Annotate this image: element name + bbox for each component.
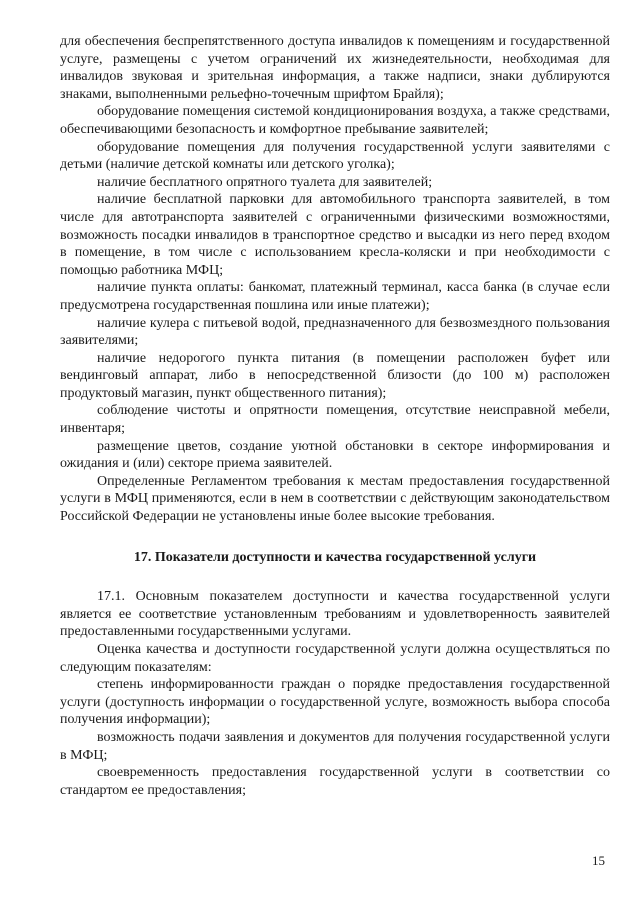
page-number: 15 [592,853,605,868]
section-17-heading: 17. Показатели доступности и качества государственной услуги [133,549,537,565]
paragraph: Оценка качества и доступности государственной услуги должна осуществляться по следующим показателям: [60,642,610,675]
paragraph: 17.1. Основным показателем доступности и качества государственной услуги является ее соответствие установленным требованиям и удовлетворенность заявителей предоставленными государственными услугами. [60,589,610,640]
paragraph: соблюдение чистоты и опрятности помещения, отсутствие неисправной мебели, инвентаря; [60,403,610,437]
section-17-body [60,588,610,799]
paragraph: степень информированности граждан о порядке предоставления государственной услуги (доступность информации о государственной услуге, возможность выбора способа получения информации); [60,677,610,728]
paragraph: возможность подачи заявления и документов для получения государственной услуги в МФЦ; [60,729,610,763]
paragraph: для обеспечения беспрепятственного доступа инвалидов к помещениям и государственной услуге, размещены с учетом ограничений их жизнедеятельности, необходимая для инвалидов звуковая и зрительная информация, а также надписи, знаки дублируются знаками, выполненными рельефно-точечным шрифтом Брайля); [60,34,610,102]
paragraph: оборудование помещения для получения государственной услуги заявителями с детьми (наличие детской комнаты или детского уголка); [60,139,610,173]
paragraph: оборудование помещения системой кондиционирования воздуха, а также средствами, обеспечивающими безопасность и комфортное пребывание заявителей; [60,104,610,137]
document-page [60,33,610,799]
paragraph: наличие бесплатного опрятного туалета для заявителей; [97,174,433,190]
paragraph: наличие недорогого пункта питания (в помещении расположен буфет или вендинговый аппарат, либо в непосредственной близости (до 100 м) расположен продуктовый магазин, пункт общественного питания); [60,350,610,401]
paragraph: размещение цветов, создание уютной обстановки в секторе информирования и ожидания и (или) секторе приема заявителей. [60,438,610,472]
paragraph: Определенные Регламентом требования к местам предоставления государственной услуги в МФЦ применяются, если в нем в соответствии с действующим законодательством Российской Федерации не установлены иные более высокие требования. [60,473,610,525]
paragraph: наличие пункта оплаты: банкомат, платежный терминал, касса банка (в случае если предусмотрена государственная пошлина или иные платежи); [60,280,610,313]
section-16-body [60,33,610,526]
paragraph: своевременность предоставления государственной услуги в соответствии со стандартом ее предоставления; [60,765,610,798]
paragraph: наличие бесплатной парковки для автомобильного транспорта заявителей, в том числе для автотранспорта заявителей с ограниченными физическими возможностями, возможность посадки инвалидов в транспортное средство и высадки из него перед входом в помещение, в том числе с использованием кресла-коляски и при необходимости с помощью работника МФЦ; [60,192,610,278]
paragraph: наличие кулера с питьевой водой, предназначенного для безвозмездного пользования заявителями; [60,315,610,349]
